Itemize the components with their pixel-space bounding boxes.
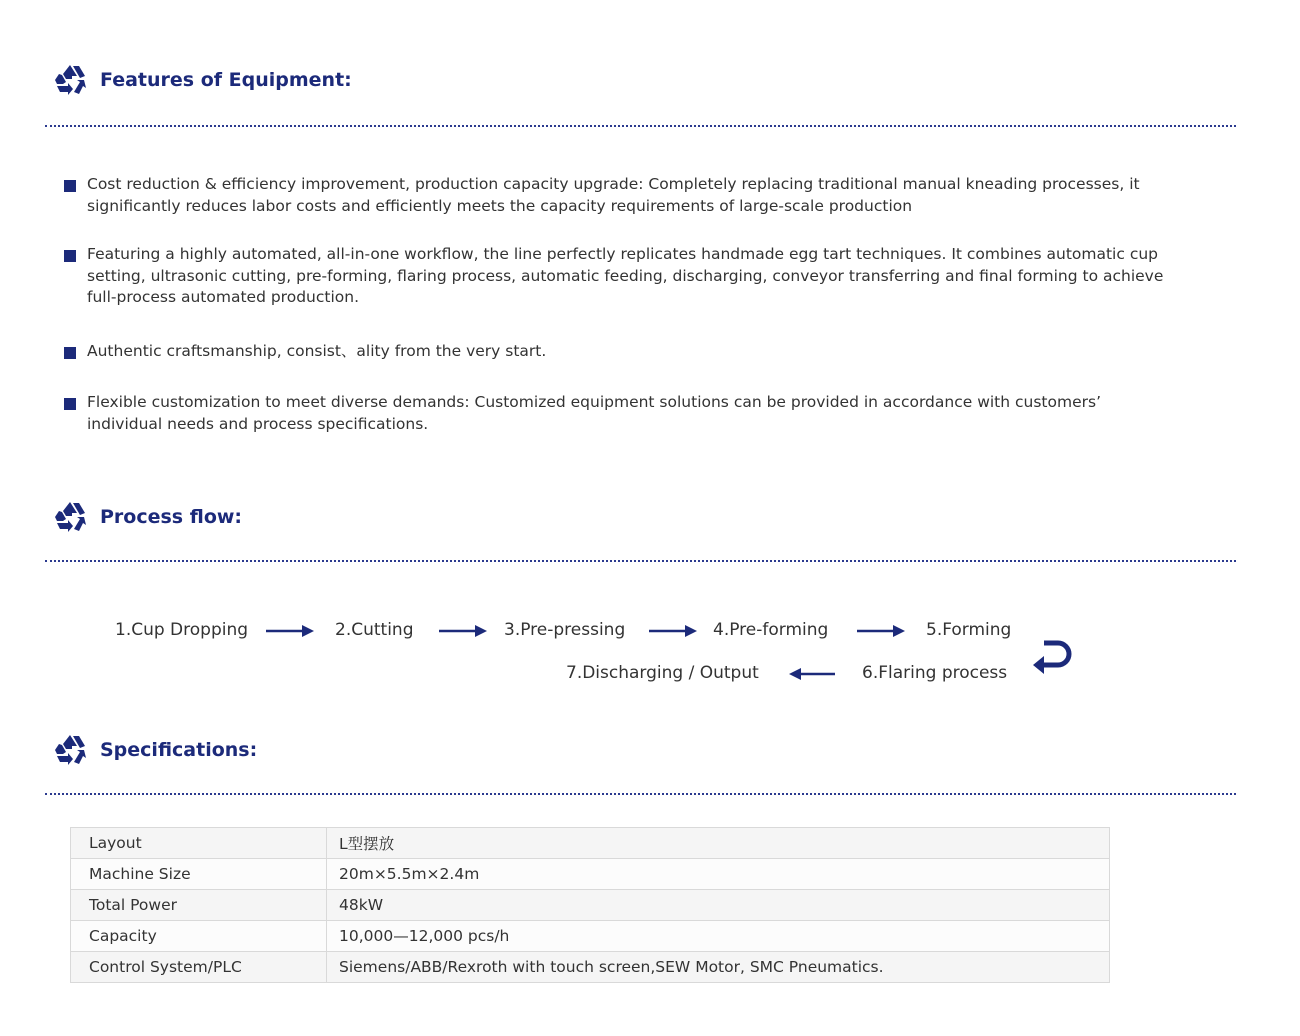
list-item [64,392,1172,435]
spec-value: 48kW [327,890,1110,921]
list-item [64,244,1172,309]
spec-label: Machine Size [71,859,327,890]
spec-label: Capacity [71,921,327,952]
specs-heading [52,730,257,770]
recycle-icon [52,732,88,768]
list-item [64,341,1172,363]
arrow-left-icon [787,666,837,682]
spec-value: Siemens/ABB/Rexroth with touch screen,SEW Motor, SMC Pneumatics. [327,952,1110,983]
table-row [71,921,1110,952]
divider [45,560,1236,562]
feature-text: Flexible customization to meet diverse demands: Customized equipment solutions can be provided in accordance with customers’ individual needs and process specifications. [87,393,1101,433]
table-row [71,859,1110,890]
feature-text: Authentic craftsmanship, consist、ality from the very start. [87,342,547,360]
process-step: 6.Flaring process [862,663,1008,683]
table-row [71,890,1110,921]
process-step: 3.Pre-pressing [504,620,626,640]
spec-value: L型摆放 [327,828,1110,859]
specifications-table [70,827,1110,983]
arrow-right-icon [857,623,907,639]
feature-text: Featuring a highly automated, all-in-one workflow, the line perfectly replicates handmade egg tart techniques. It combines automatic cup setting, ultrasonic cutting, pre-forming, flaring process, automatic feeding, discharging, conveyor transferring and final forming to achieve full-process automated production. [87,245,1164,306]
square-bullet-icon [64,250,76,262]
arrow-right-icon [266,623,316,639]
spec-label: Control System/PLC [71,952,327,983]
recycle-icon [52,62,88,98]
arrow-right-icon [649,623,699,639]
divider [45,125,1236,127]
process-step: 2.Cutting [335,620,414,640]
spec-value: 10,000—12,000 pcs/h [327,921,1110,952]
list-item [64,174,1172,217]
process-heading [52,497,242,537]
square-bullet-icon [64,180,76,192]
square-bullet-icon [64,347,76,359]
spec-label: Total Power [71,890,327,921]
features-title: Features of Equipment: [100,69,352,91]
return-arrow-icon [1030,637,1076,677]
square-bullet-icon [64,398,76,410]
spec-value: 20m×5.5m×2.4m [327,859,1110,890]
process-step: 5.Forming [926,620,1012,640]
table-row [71,828,1110,859]
features-heading [52,60,352,100]
spec-label: Layout [71,828,327,859]
process-title: Process flow: [100,506,243,528]
feature-text: Cost reduction & efficiency improvement, production capacity upgrade: Completely replacing traditional manual kneading processes, it significantly reduces labor costs and efficiently meets the capacity requirements of large-scale production [87,175,1140,215]
specs-title: Specifications: [100,739,258,761]
recycle-icon [52,499,88,535]
process-step: 1.Cup Dropping [115,620,249,640]
arrow-right-icon [439,623,489,639]
divider [45,793,1236,795]
process-step: 4.Pre-forming [713,620,829,640]
process-step: 7.Discharging / Output [566,663,759,683]
table-row [71,952,1110,983]
